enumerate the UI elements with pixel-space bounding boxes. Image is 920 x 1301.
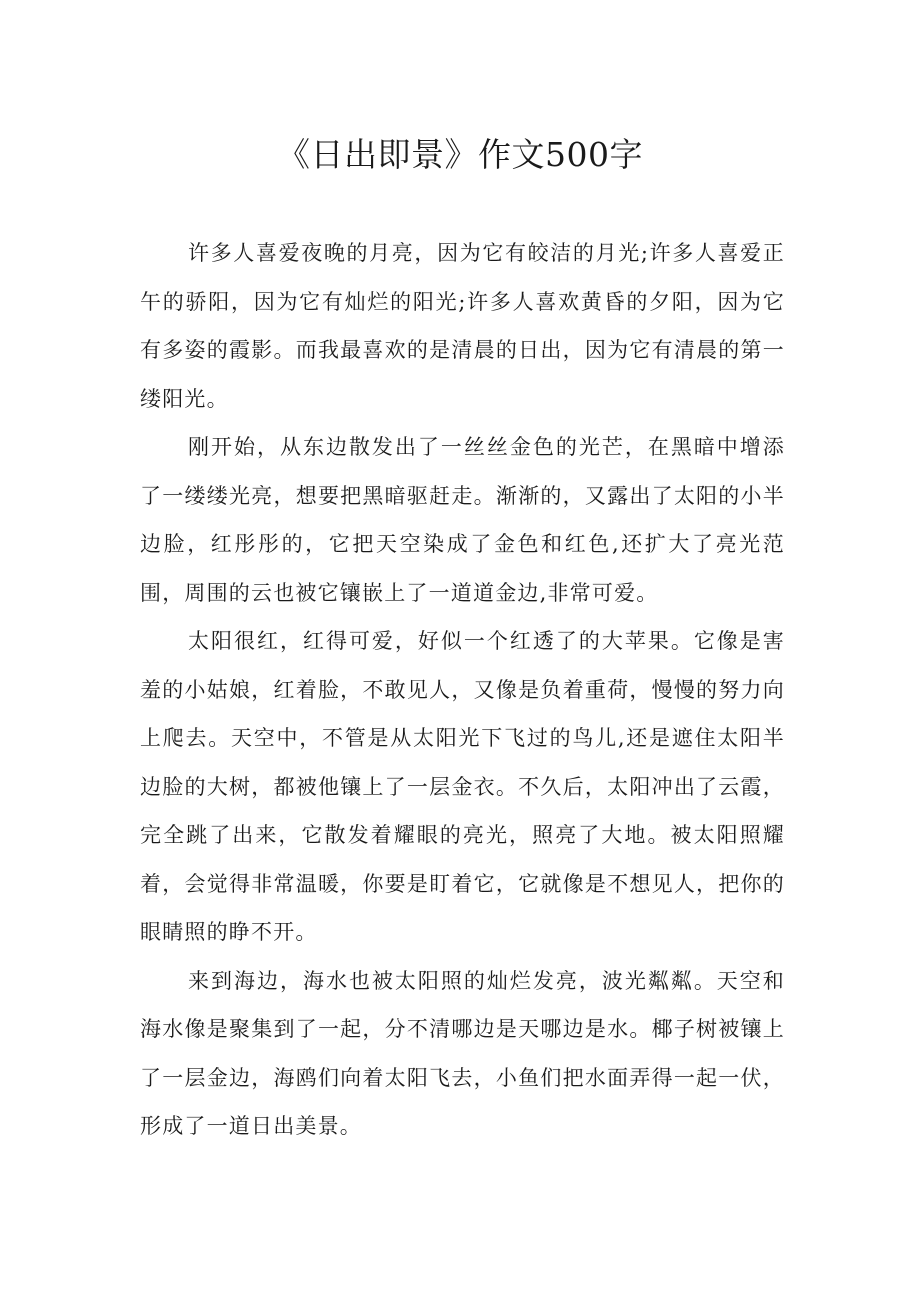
document-title: 《日出即景》作文500字: [277, 135, 643, 174]
paragraph-3: 太阳很红，红得可爱，好似一个红透了的大苹果。它像是害羞的小姑娘，红着脸，不敢见人，又像是负着重荷，慢慢的努力向上爬去。天空中，不管是从太阳光下飞过的鸟儿,还是遮住太阳半边脸的大树，都被他镶上了一层金衣。不久后，太阳冲出了云霞，完全跳了出来，它散发着耀眼的亮光，照亮了大地。被太阳照耀着，会觉得非常温暖，你要是盯着它，它就像是不想见人，把你的眼睛照的睁不开。: [140, 629, 785, 944]
document-body: [140, 229, 785, 1151]
paragraph-4: 来到海边，海水也被太阳照的灿烂发亮，波光粼粼。天空和海水像是聚集到了一起，分不清哪边是天哪边是水。椰子树被镶上了一层金边，海鸥们向着太阳飞去，小鱼们把水面弄得一起一伏，形成了一道日出美景。: [140, 968, 785, 1138]
paragraph-2: 刚开始，从东边散发出了一丝丝金色的光芒，在黑暗中增添了一缕缕光亮，想要把黑暗驱赶走。渐渐的，又露出了太阳的小半边脸，红彤彤的，它把天空染成了金色和红色,还扩大了亮光范围，周围的云也被它镶嵌上了一道道金边,非常可爱。: [140, 435, 785, 605]
paragraph-1: 许多人喜爱夜晚的月亮，因为它有皎洁的月光;许多人喜爱正午的骄阳，因为它有灿烂的阳光;许多人喜欢黄昏的夕阳，因为它有多姿的霞影。而我最喜欢的是清晨的日出，因为它有清晨的第一缕阳光。: [140, 241, 785, 411]
